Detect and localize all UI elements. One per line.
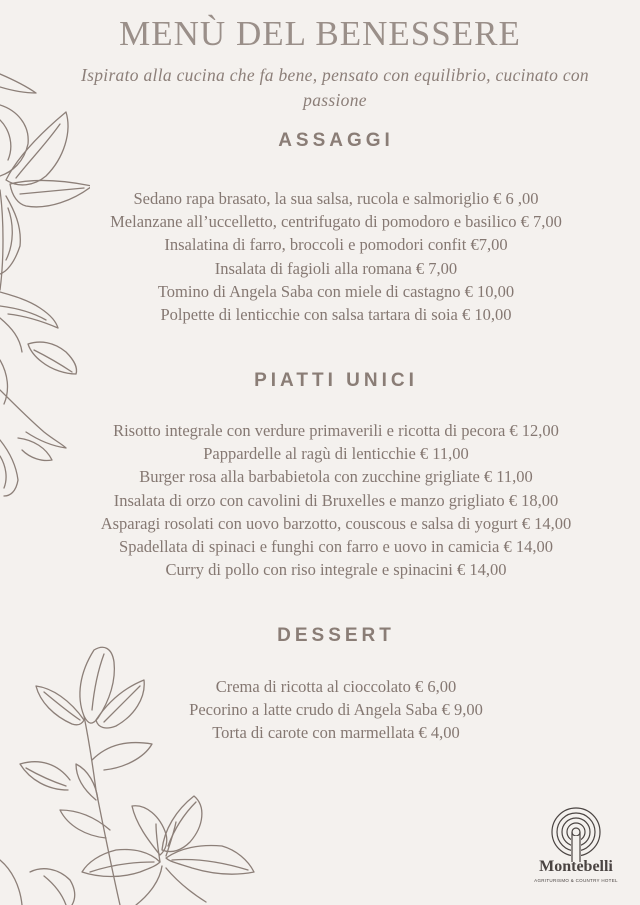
section-items-assaggi	[0, 187, 640, 326]
menu-item: Insalata di orzo con cavolini di Bruxelles e manzo grigliato € 18,00	[113, 490, 559, 510]
menu-item: Polpette di lenticchie con salsa tartara di soia € 10,00	[160, 305, 512, 325]
menu-item: Insalata di fagioli alla romana € 7,00	[214, 258, 458, 278]
section-title-piatti-unici: PIATTI UNICI	[254, 370, 418, 391]
menu-item: Crema di ricotta al cioccolato € 6,00	[215, 677, 457, 696]
menu-item: Pecorino a latte crudo di Angela Saba € 9,00	[189, 700, 483, 720]
menu-item: Burger rosa alla barbabietola con zucchine grigliate € 11,00	[139, 467, 533, 487]
logo-wordmark: Montebelli	[539, 858, 613, 875]
menu-item: Curry di pollo con riso integrale e spinacini € 14,00	[165, 560, 507, 580]
menu-item: Asparagi rosolati con uovo barzotto, couscous e salsa di yogurt € 14,00	[100, 513, 572, 533]
section-title-dessert: DESSERT	[277, 625, 395, 646]
menu-item: Melanzane all’uccelletto, centrifugato di pomodoro e basilico € 7,00	[110, 212, 562, 232]
menu-item: Tomino di Angela Saba con miele di castagno € 10,00	[157, 281, 515, 301]
menu-item: Spadellata di spinaci e funghi con farro e uovo in camicia € 14,00	[119, 537, 553, 557]
logo-tagline: AGRITURISMO & COUNTRY HOTEL	[534, 878, 618, 883]
section-items-piatti-unici	[0, 419, 640, 581]
section-title-assaggi: ASSAGGI	[278, 130, 394, 151]
menu-item: Sedano rapa brasato, la sua salsa, rucola e salmoriglio € 6 ,00	[133, 189, 539, 208]
menu-item: Pappardelle al ragù di lenticchie € 11,00	[203, 444, 469, 464]
section-items-dessert	[0, 675, 640, 745]
labyrinth-logo-icon	[528, 806, 628, 862]
menu-item: Torta di carote con marmellata € 4,00	[212, 723, 460, 743]
menu-title: MENÙ DEL BENESSERE	[119, 14, 521, 53]
menu-item: Insalatina di farro, broccoli e pomodori confit €7,00	[164, 235, 508, 255]
menu-subtitle: Ispirato alla cucina che fa bene, pensato con equilibrio, cucinato con passione	[81, 65, 589, 110]
menu-item: Risotto integrale con verdure primaverili e ricotta di pecora € 12,00	[113, 421, 559, 440]
